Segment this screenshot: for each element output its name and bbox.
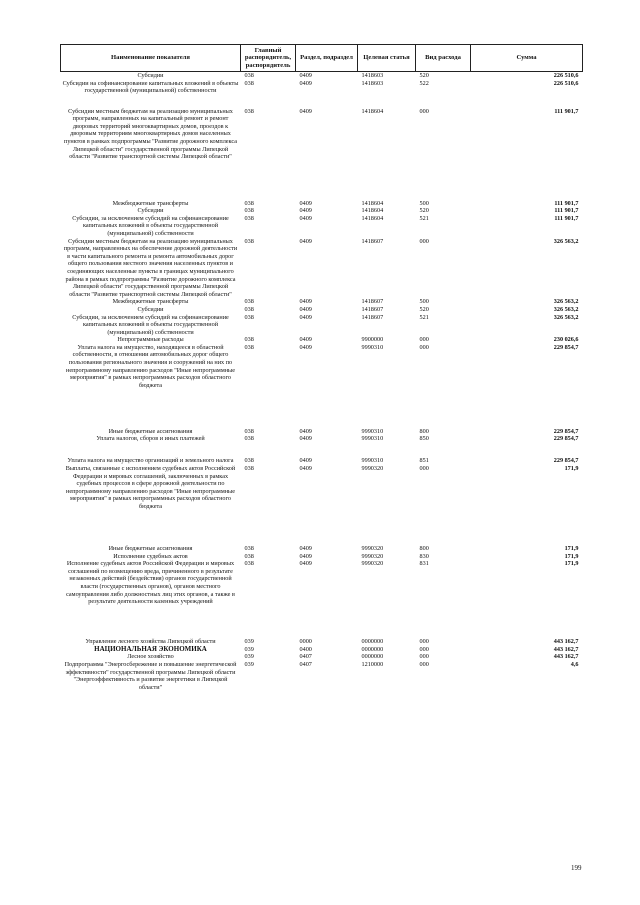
table-row [61, 646, 583, 654]
header-target: Целевая статья [358, 45, 416, 72]
row-target: 1418607 [361, 298, 384, 306]
table-row [61, 560, 583, 638]
row-admin: 039 [244, 661, 254, 669]
header-sum: Сумма [471, 45, 583, 72]
row-target: 0000000 [361, 638, 384, 646]
table-row [61, 314, 583, 337]
row-admin: 038 [244, 237, 254, 245]
row-sum: 171,9 [564, 465, 579, 473]
row-section: 0409 [299, 207, 312, 215]
table-row [61, 653, 583, 661]
header-expense: Вид расхода [416, 45, 471, 72]
row-section: 0409 [299, 79, 312, 87]
row-name: Уплата налога на имущество, находящееся в областной собственности, в отношении автомобильных дорог общего пользования регионального значения и сооружений на них по непрограммному направлению расходов "Иные непрограммные мероприятия" в рамках непрограммных расходов областного бюджета [66, 343, 235, 389]
row-section: 0409 [299, 305, 312, 313]
row-sum: 443 162,7 [553, 653, 579, 661]
table-row [61, 435, 583, 457]
row-section: 0409 [299, 560, 312, 568]
row-section: 0400 [299, 645, 312, 653]
row-admin: 038 [244, 72, 254, 79]
table-row [61, 465, 583, 545]
row-expense: 521 [419, 313, 429, 321]
row-expense: 000 [419, 336, 429, 344]
header-section: Раздел, подраздел [296, 45, 358, 72]
row-target: 9990320 [361, 465, 384, 473]
row-name: Межбюджетные трансферты [112, 199, 189, 207]
row-sum: 229 854,7 [553, 457, 579, 465]
table-row [61, 344, 583, 428]
row-sum: 443 162,7 [553, 638, 579, 646]
row-admin: 038 [244, 79, 254, 87]
table-row [61, 306, 583, 314]
row-section: 0409 [299, 72, 312, 79]
table-row [61, 80, 583, 108]
row-target: 0000000 [361, 653, 384, 661]
budget-table-page [60, 44, 582, 691]
row-section: 0409 [299, 457, 312, 465]
page-number: 199 [571, 864, 582, 872]
row-sum: 226 510,6 [553, 72, 579, 79]
row-target: 1418604 [361, 107, 384, 115]
row-sum: 4,6 [570, 661, 579, 669]
row-name: Выплаты, связанные с исполнением судебных актов Российской Федерации и мировых соглашений, заключенных в рамках судебных процессов в сфере дорожной деятельности по непрограммному направлению расходов "Иные непрограммные мероприятия" в рамках непрограммных расходов областного бюджета [65, 465, 236, 511]
header-admin: Главный распорядитель, распорядитель [241, 45, 296, 72]
row-sum: 171,9 [564, 545, 579, 553]
row-name: Управление лесного хозяйства Липецкой области [85, 638, 216, 646]
row-admin: 038 [244, 199, 254, 207]
row-target: 1418603 [361, 79, 384, 87]
row-name: Субсидии местным бюджетам на реализацию муниципальных программ, направленных на обеспечение дорожной деятельности в части капитального ремонта и ремонта автомобильных дорог общего пользования местного значения населенных пунктов и соединяющих населенные пункты в границах муниципального района в рамках подпрограммы "Развитие дорожного комплекса Липецкой области" государственной программы Липецкой области "Развитие транспортной системы Липецкой области" [63, 237, 238, 298]
row-name: Лесное хозяйство [127, 653, 174, 661]
table-row [61, 457, 583, 465]
row-expense: 000 [419, 661, 429, 669]
row-expense: 000 [419, 653, 429, 661]
row-section: 0409 [299, 298, 312, 306]
row-expense: 000 [419, 645, 429, 653]
row-target: 9900000 [361, 336, 384, 344]
row-name: Субсидии, за исключением субсидий на софинансирование капитальных вложений в объекты государственной (муниципальной) собственности [72, 313, 229, 336]
table-header-row [61, 45, 583, 72]
row-target: 1210000 [361, 661, 384, 669]
row-sum: 171,9 [564, 552, 579, 560]
row-name: Уплата налогов, сборов и иных платежей [96, 435, 205, 443]
row-expense: 521 [419, 214, 429, 222]
row-section: 0409 [299, 427, 312, 435]
table-row [61, 428, 583, 436]
row-admin: 038 [244, 427, 254, 435]
row-section: 0409 [299, 465, 312, 473]
row-admin: 038 [244, 313, 254, 321]
row-sum: 443 162,7 [553, 645, 579, 653]
row-name: Иные бюджетные ассигнования [108, 545, 193, 553]
row-target: 1418607 [361, 313, 384, 321]
table-row [61, 553, 583, 561]
row-name: Субсидии на софинансирование капитальных вложений в объекты государственной (муниципальной) собственности [62, 79, 239, 95]
row-target: 1418604 [361, 214, 384, 222]
row-target: 9990310 [361, 343, 384, 351]
row-admin: 038 [244, 207, 254, 215]
table-row [61, 545, 583, 553]
row-sum: 171,9 [564, 560, 579, 568]
row-admin: 038 [244, 214, 254, 222]
row-expense: 000 [419, 107, 429, 115]
row-sum: 229 854,7 [553, 427, 579, 435]
row-expense: 500 [419, 298, 429, 306]
row-name: Исполнение судебных актов Российской Федерации и мировых соглашений по возмещению вреда, причиненного в результате незаконных действий (бездействия) органов государственной власти (государственных органов), органов местного самоуправления либо должностных лиц этих органов, а также в результате деятельности казенных учреждений [66, 560, 235, 606]
row-target: 1418607 [361, 305, 384, 313]
row-target: 9990320 [361, 560, 384, 568]
row-expense: 851 [419, 457, 429, 465]
row-section: 0000 [299, 638, 312, 646]
row-target: 1418604 [361, 207, 384, 215]
row-target: 9990320 [361, 552, 384, 560]
row-admin: 038 [244, 545, 254, 553]
row-sum: 226 510,6 [553, 79, 579, 87]
row-sum: 326 563,2 [553, 298, 579, 306]
row-sum: 230 026,6 [553, 336, 579, 344]
row-name: Исполнение судебных актов [113, 552, 188, 560]
row-target: 1418604 [361, 199, 384, 207]
row-expense: 000 [419, 465, 429, 473]
row-name: Уплата налога на имущество организаций и земельного налога [67, 457, 234, 465]
row-expense: 800 [419, 427, 429, 435]
table-row [61, 207, 583, 215]
row-name: Субсидии местным бюджетам на реализацию муниципальных программ, направленных на капитальный ремонт и ремонт дворовых территорий многоквартирных домов, проездов к дворовым территориям многоквартирных домов населенных пунктов в рамках подпрограммы "Развитие дорожного комплекса Липецкой области" государственной программы Липецкой области "Развитие транспортной системы Липецкой области" [64, 107, 237, 161]
row-expense: 520 [419, 207, 429, 215]
row-expense: 000 [419, 237, 429, 245]
row-expense: 500 [419, 199, 429, 207]
row-section: 0407 [299, 661, 312, 669]
row-expense: 831 [419, 560, 429, 568]
table-row [61, 72, 583, 80]
row-admin: 039 [244, 653, 254, 661]
row-section: 0409 [299, 237, 312, 245]
row-admin: 038 [244, 457, 254, 465]
row-sum: 111 901,7 [554, 214, 579, 222]
row-name: Непрограммные расходы [117, 336, 184, 344]
row-target: 1418603 [361, 72, 384, 79]
row-expense: 520 [419, 305, 429, 313]
row-sum: 326 563,2 [553, 313, 579, 321]
row-target: 0000000 [361, 645, 384, 653]
row-section: 0409 [299, 545, 312, 553]
row-sum: 111 901,7 [554, 107, 579, 115]
row-sum: 229 854,7 [553, 435, 579, 443]
row-target: 1418607 [361, 237, 384, 245]
row-name: Субсидии [137, 305, 164, 313]
row-target: 9990310 [361, 435, 384, 443]
row-expense: 000 [419, 343, 429, 351]
row-section: 0407 [299, 653, 312, 661]
row-section: 0409 [299, 313, 312, 321]
row-admin: 039 [244, 645, 254, 653]
row-admin: 038 [244, 465, 254, 473]
row-section: 0409 [299, 552, 312, 560]
row-section: 0409 [299, 214, 312, 222]
row-name: НАЦИОНАЛЬНАЯ ЭКОНОМИКА [94, 644, 207, 653]
row-admin: 038 [244, 343, 254, 351]
table-row [61, 336, 583, 344]
row-name: Подпрограмма "Энергосбережение и повышение энергетической эффективности" государственной программы Липецкой области "Энергоэффективность и развитие энергетики в Липецкой области" [64, 661, 237, 691]
table-row [61, 661, 583, 691]
row-admin: 038 [244, 435, 254, 443]
row-name: Межбюджетные трансферты [112, 298, 189, 306]
row-admin: 039 [244, 638, 254, 646]
row-target: 9990310 [361, 457, 384, 465]
row-section: 0409 [299, 343, 312, 351]
row-admin: 038 [244, 336, 254, 344]
row-expense: 800 [419, 545, 429, 553]
table-row [61, 298, 583, 306]
row-expense: 522 [419, 79, 429, 87]
row-admin: 038 [244, 298, 254, 306]
row-admin: 038 [244, 107, 254, 115]
row-target: 9990310 [361, 427, 384, 435]
header-name: Наименование показателя [61, 45, 241, 72]
row-expense: 830 [419, 552, 429, 560]
row-admin: 038 [244, 560, 254, 568]
table-row [61, 200, 583, 208]
row-name: Субсидии [137, 72, 164, 79]
table-row [61, 108, 583, 200]
row-sum: 111 901,7 [554, 207, 579, 215]
row-admin: 038 [244, 552, 254, 560]
row-section: 0409 [299, 435, 312, 443]
table-row [61, 238, 583, 299]
row-target: 9990320 [361, 545, 384, 553]
row-expense: 850 [419, 435, 429, 443]
budget-table [60, 44, 583, 691]
row-section: 0409 [299, 107, 312, 115]
row-name: Иные бюджетные ассигнования [108, 427, 193, 435]
row-sum: 229 854,7 [553, 343, 579, 351]
row-expense: 000 [419, 638, 429, 646]
row-section: 0409 [299, 199, 312, 207]
row-sum: 111 901,7 [554, 199, 579, 207]
row-admin: 038 [244, 305, 254, 313]
row-section: 0409 [299, 336, 312, 344]
row-name: Субсидии [137, 207, 164, 215]
row-name: Субсидии, за исключением субсидий на софинансирование капитальных вложений в объекты государственной (муниципальной) собственности [72, 214, 229, 237]
table-row [61, 215, 583, 238]
row-sum: 326 563,2 [553, 305, 579, 313]
row-sum: 326 563,2 [553, 237, 579, 245]
row-expense: 520 [419, 72, 429, 79]
